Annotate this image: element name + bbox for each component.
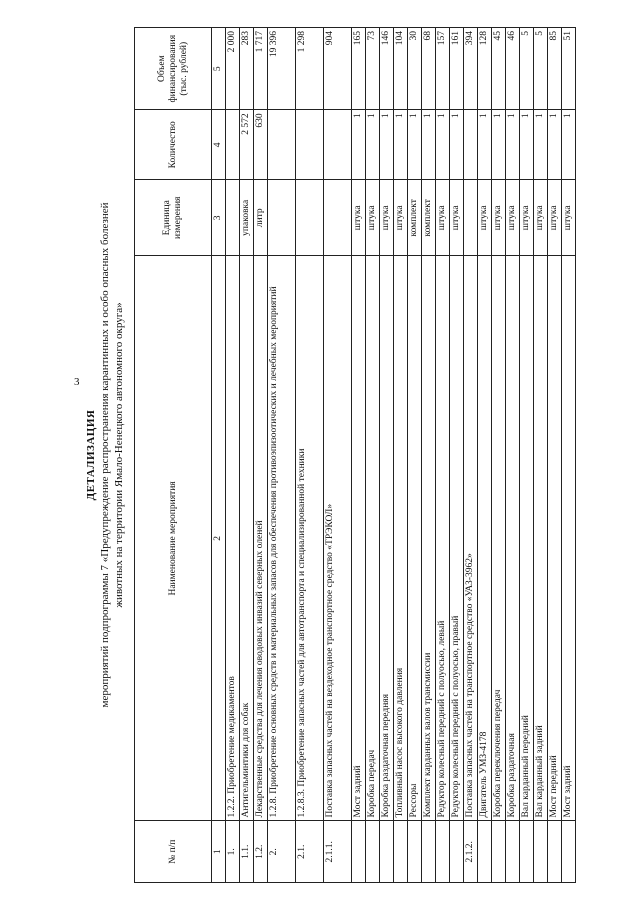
row-unit: штука bbox=[562, 180, 576, 256]
row-number bbox=[450, 821, 464, 883]
row-quantity: 1 bbox=[394, 110, 408, 180]
row-unit: штука bbox=[450, 180, 464, 256]
table-row bbox=[534, 28, 548, 883]
row-unit bbox=[226, 180, 240, 256]
row-quantity: 1 bbox=[520, 110, 534, 180]
row-unit bbox=[268, 180, 296, 256]
row-name: 1.2.8.3. Приобретение запасных частей для автотранспорта и специализированной техники bbox=[296, 256, 324, 821]
row-name: Коробка передач bbox=[366, 256, 380, 821]
row-quantity: 1 bbox=[562, 110, 576, 180]
row-unit: упаковка bbox=[240, 180, 254, 256]
row-name: Редуктор колесный передний с полуосью, правый bbox=[450, 256, 464, 821]
row-unit: штука bbox=[380, 180, 394, 256]
row-unit: штука bbox=[478, 180, 492, 256]
row-quantity: 1 bbox=[506, 110, 520, 180]
row-unit: штука bbox=[492, 180, 506, 256]
row-unit: штука bbox=[548, 180, 562, 256]
row-funding: 68 bbox=[422, 28, 436, 110]
row-funding: 128 bbox=[478, 28, 492, 110]
row-number: 2. bbox=[268, 821, 296, 883]
table-row bbox=[450, 28, 464, 883]
table-row bbox=[352, 28, 366, 883]
row-quantity: 1 bbox=[478, 110, 492, 180]
row-number bbox=[366, 821, 380, 883]
row-funding: 85 bbox=[548, 28, 562, 110]
row-unit: штука bbox=[436, 180, 450, 256]
row-funding: 73 bbox=[366, 28, 380, 110]
row-unit: комплект bbox=[408, 180, 422, 256]
table-row bbox=[506, 28, 520, 883]
row-number bbox=[478, 821, 492, 883]
table-row bbox=[324, 28, 352, 883]
row-funding: 104 bbox=[394, 28, 408, 110]
row-number bbox=[506, 821, 520, 883]
row-funding: 5 bbox=[520, 28, 534, 110]
row-unit bbox=[324, 180, 352, 256]
row-number bbox=[408, 821, 422, 883]
row-number bbox=[436, 821, 450, 883]
document-subtitle-line1: мероприятий подпрограммы 7 «Предупреждение распространения карантинных и особо опасных болезней bbox=[98, 202, 111, 708]
row-funding: 904 bbox=[324, 28, 352, 110]
column-number-row bbox=[212, 28, 226, 883]
row-name: Мост задний bbox=[352, 256, 366, 821]
row-quantity bbox=[324, 110, 352, 180]
col-number-5: 5 bbox=[212, 28, 226, 110]
table-row bbox=[366, 28, 380, 883]
table-row bbox=[436, 28, 450, 883]
row-name: Поставка запасных частей на вездеходное транспортное средство «ТРЭКОЛ» bbox=[324, 256, 352, 821]
row-name: Редуктор колесный передний с полуосью, левый bbox=[436, 256, 450, 821]
row-unit: литр bbox=[254, 180, 268, 256]
row-name: Поставка запасных частей на транспортное средство «УАЗ-3962» bbox=[464, 256, 478, 821]
table-row bbox=[226, 28, 240, 883]
row-funding: 157 bbox=[436, 28, 450, 110]
row-name: Коробка переключения передач bbox=[492, 256, 506, 821]
table-row bbox=[296, 28, 324, 883]
document-subtitle-line2: животных на территории Ямало-Ненецкого автономного округа» bbox=[112, 302, 125, 608]
row-number bbox=[492, 821, 506, 883]
rotated-sheet bbox=[83, 15, 574, 895]
row-quantity: 1 bbox=[422, 110, 436, 180]
row-funding: 30 bbox=[408, 28, 422, 110]
row-unit: штука bbox=[520, 180, 534, 256]
col-header-unit: Единица измерения bbox=[135, 180, 212, 256]
table-row bbox=[492, 28, 506, 883]
col-number-4: 4 bbox=[212, 110, 226, 180]
row-quantity: 2 572 bbox=[240, 110, 254, 180]
col-header-number: № п/п bbox=[135, 821, 212, 883]
row-unit bbox=[464, 180, 478, 256]
row-funding: 1 717 bbox=[254, 28, 268, 110]
table-row bbox=[548, 28, 562, 883]
col-header-quantity: Количество bbox=[135, 110, 212, 180]
table-row bbox=[520, 28, 534, 883]
row-funding: 51 bbox=[562, 28, 576, 110]
row-number bbox=[534, 821, 548, 883]
col-number-3: 3 bbox=[212, 180, 226, 256]
table-header-row bbox=[135, 28, 212, 883]
row-quantity: 1 bbox=[380, 110, 394, 180]
row-name: 1.2.2. Приобретение медикаментов bbox=[226, 256, 240, 821]
row-funding: 5 bbox=[534, 28, 548, 110]
row-unit: штука bbox=[394, 180, 408, 256]
row-quantity: 1 bbox=[366, 110, 380, 180]
page-number: 3 bbox=[74, 376, 80, 388]
row-funding: 165 bbox=[352, 28, 366, 110]
table-row bbox=[254, 28, 268, 883]
row-name: Антигельминтики для собак bbox=[240, 256, 254, 821]
row-unit: штука bbox=[506, 180, 520, 256]
row-funding: 283 bbox=[240, 28, 254, 110]
row-name: Вал карданный задний bbox=[534, 256, 548, 821]
table-body bbox=[226, 28, 576, 883]
row-funding: 161 bbox=[450, 28, 464, 110]
row-number: 2.1. bbox=[296, 821, 324, 883]
table-row bbox=[240, 28, 254, 883]
row-name: Мост задний bbox=[562, 256, 576, 821]
row-quantity: 1 bbox=[408, 110, 422, 180]
table-row bbox=[380, 28, 394, 883]
row-funding: 146 bbox=[380, 28, 394, 110]
row-quantity: 1 bbox=[492, 110, 506, 180]
document-title: ДЕТАЛИЗАЦИЯ bbox=[85, 409, 97, 501]
row-funding: 1 298 bbox=[296, 28, 324, 110]
col-header-name: Наименование мероприятия bbox=[135, 256, 212, 821]
row-number bbox=[394, 821, 408, 883]
row-funding: 45 bbox=[492, 28, 506, 110]
table-row bbox=[408, 28, 422, 883]
row-quantity: 1 bbox=[548, 110, 562, 180]
row-funding: 2 000 bbox=[226, 28, 240, 110]
table-row bbox=[464, 28, 478, 883]
row-quantity bbox=[268, 110, 296, 180]
row-name: Двигатель УМЗ-4178 bbox=[478, 256, 492, 821]
row-number bbox=[562, 821, 576, 883]
row-name: Комплект карданных валов трансмиссии bbox=[422, 256, 436, 821]
row-unit: штука bbox=[534, 180, 548, 256]
row-number: 1.2. bbox=[254, 821, 268, 883]
row-quantity: 1 bbox=[436, 110, 450, 180]
table-row bbox=[562, 28, 576, 883]
row-name: Вал карданный передний bbox=[520, 256, 534, 821]
col-header-funding: Объем финансирования (тыс. рублей) bbox=[135, 28, 212, 110]
row-funding: 46 bbox=[506, 28, 520, 110]
col-number-2: 2 bbox=[212, 256, 226, 821]
row-number: 2.1.1. bbox=[324, 821, 352, 883]
col-number-1: 1 bbox=[212, 821, 226, 883]
table-row bbox=[268, 28, 296, 883]
row-quantity bbox=[226, 110, 240, 180]
row-number: 1.1. bbox=[240, 821, 254, 883]
row-quantity: 630 bbox=[254, 110, 268, 180]
row-name: Рессоры bbox=[408, 256, 422, 821]
row-name: Топливный насос высокого давления bbox=[394, 256, 408, 821]
row-number bbox=[422, 821, 436, 883]
row-quantity: 1 bbox=[450, 110, 464, 180]
row-number: 2.1.2. bbox=[464, 821, 478, 883]
row-unit: комплект bbox=[422, 180, 436, 256]
row-number bbox=[380, 821, 394, 883]
row-name: Мост передний bbox=[548, 256, 562, 821]
row-name: Коробка раздаточная bbox=[506, 256, 520, 821]
row-name: Лекарственные средства для лечения оводовых инвазий северных оленей bbox=[254, 256, 268, 821]
row-number bbox=[548, 821, 562, 883]
table-row bbox=[478, 28, 492, 883]
row-name: Коробка раздаточная передняя bbox=[380, 256, 394, 821]
row-unit bbox=[296, 180, 324, 256]
table-row bbox=[394, 28, 408, 883]
row-number bbox=[520, 821, 534, 883]
row-number: 1. bbox=[226, 821, 240, 883]
document-heading bbox=[83, 15, 126, 895]
row-name: 1.2.8. Приобретение основных средств и материальных запасов для обеспечения противоэпизоотических и лечебных мероприятий bbox=[268, 256, 296, 821]
row-quantity: 1 bbox=[352, 110, 366, 180]
row-funding: 19 396 bbox=[268, 28, 296, 110]
row-unit: штука bbox=[352, 180, 366, 256]
row-number bbox=[352, 821, 366, 883]
row-unit: штука bbox=[366, 180, 380, 256]
row-quantity: 1 bbox=[534, 110, 548, 180]
table-row bbox=[422, 28, 436, 883]
detail-table bbox=[134, 27, 576, 883]
row-funding: 394 bbox=[464, 28, 478, 110]
row-quantity bbox=[464, 110, 478, 180]
row-quantity bbox=[296, 110, 324, 180]
